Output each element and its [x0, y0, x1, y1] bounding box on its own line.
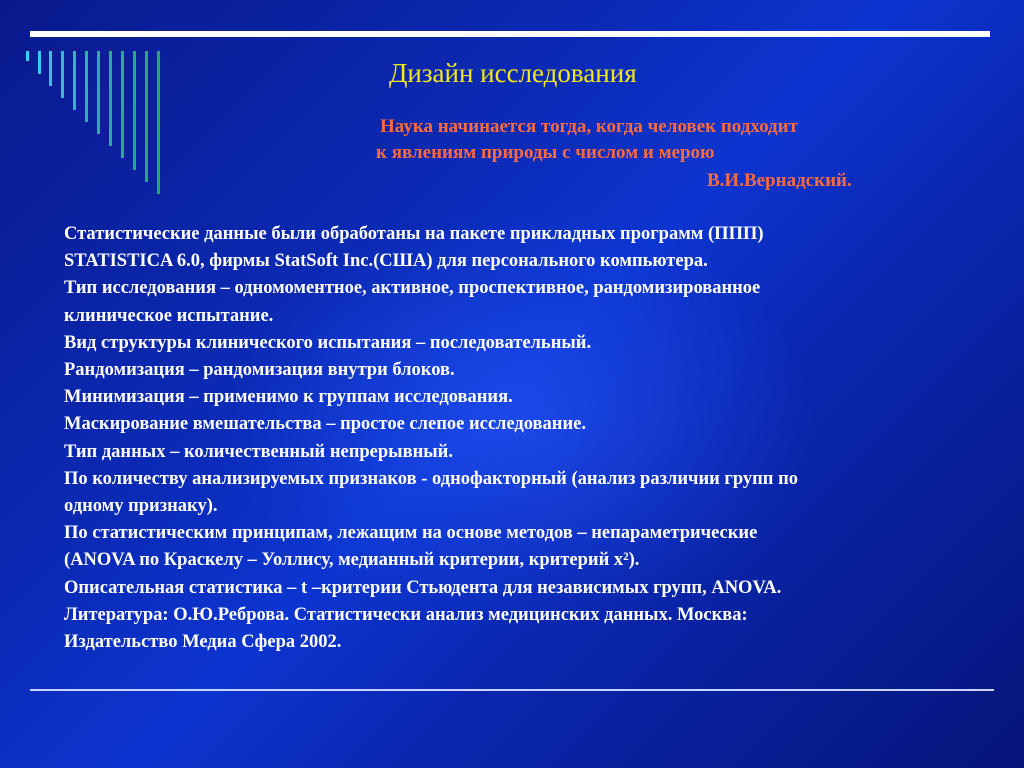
- body-line: STATISTICA 6.0, фирмы StatSoft Inc.(США) для персонального компьютера.: [64, 251, 708, 272]
- deco-bar: [61, 51, 64, 98]
- deco-bar: [121, 51, 124, 158]
- body-line: Литература: О.Ю.Реброва. Статистически анализ медицинских данных. Москва:: [64, 604, 748, 625]
- body-line: Маскирование вмешательства – простое слепое исследование.: [64, 414, 586, 435]
- body-line: одному признаку).: [64, 496, 218, 517]
- deco-bar: [97, 51, 100, 134]
- body-line: Тип данных – количественный непрерывный.: [64, 441, 453, 462]
- deco-bar: [157, 51, 160, 194]
- deco-bar: [133, 51, 136, 170]
- body-line: Описательная статистика – t –критерии Стьюдента для независимых групп, ANOVA.: [64, 577, 782, 598]
- slide-body: [64, 221, 999, 656]
- deco-bar: [73, 51, 76, 110]
- body-line: клиническое испытание.: [64, 305, 274, 326]
- epigraph-author: В.И.Вернадский.: [707, 170, 852, 191]
- deco-bar: [145, 51, 148, 182]
- deco-bar: [85, 51, 88, 122]
- deco-bar: [49, 51, 52, 86]
- epigraph-line-2: к явлениям природы с числом и мерою: [376, 142, 715, 163]
- body-line: Минимизация – применимо к группам исследования.: [64, 387, 513, 408]
- body-line: Тип исследования – одномоментное, активное, проспективное, рандомизированное: [64, 278, 761, 299]
- body-line: Вид структуры клинического испытания – последовательный.: [64, 332, 592, 353]
- bottom-divider: [30, 689, 994, 691]
- deco-bar: [109, 51, 112, 146]
- deco-bar: [26, 51, 29, 61]
- body-line: По статистическим принципам, лежащим на основе методов – непараметрические: [64, 523, 758, 544]
- body-line: (ANOVA по Краскелу – Уоллису, медианный критерии, критерий x²).: [64, 550, 640, 571]
- deco-bar: [38, 51, 41, 74]
- body-line: Рандомизация – рандомизация внутри блоков.: [64, 360, 455, 381]
- epigraph-line-1: Наука начинается тогда, когда человек подходит: [380, 116, 798, 137]
- body-line: Статистические данные были обработаны на пакете прикладных программ (ППП): [64, 224, 764, 244]
- top-divider: [30, 31, 990, 37]
- body-line: По количеству анализируемых признаков - однофакторный (анализ различии групп по: [64, 468, 798, 489]
- slide-title: Дизайн исследования: [389, 58, 637, 88]
- body-line: Издательство Медиа Сфера 2002.: [64, 632, 342, 653]
